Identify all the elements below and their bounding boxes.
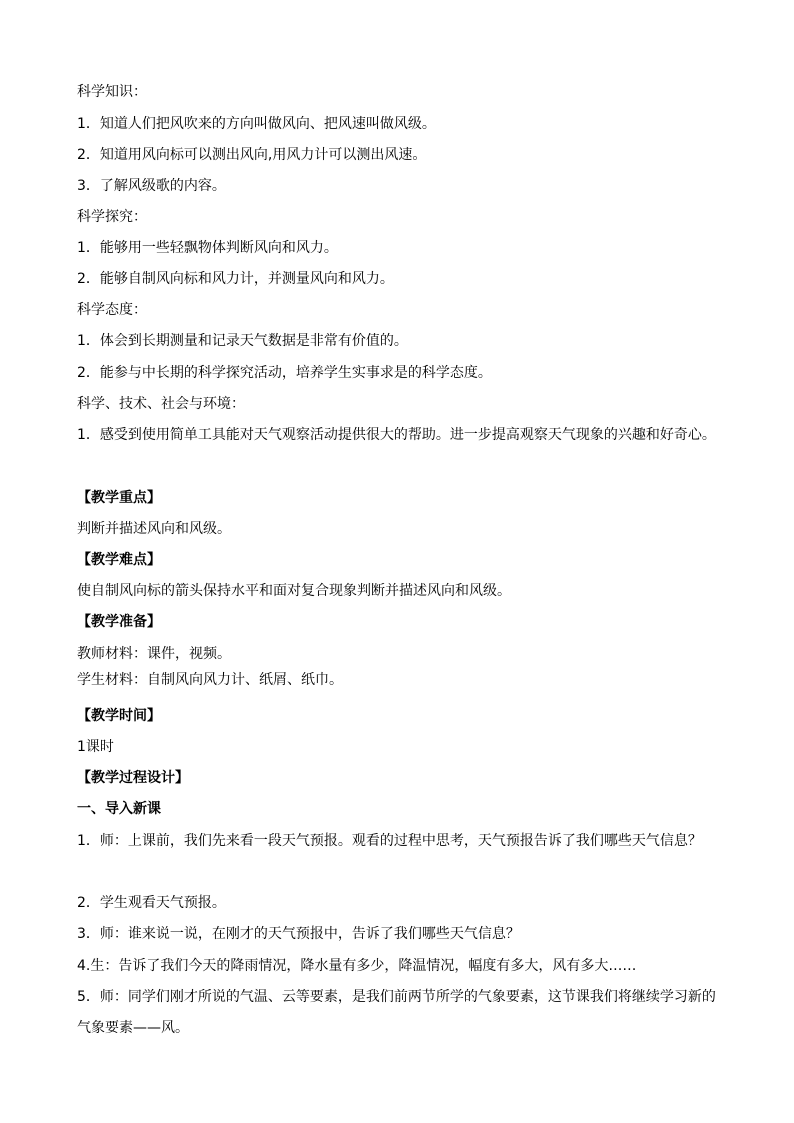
paragraph: 1．知道人们把风吹来的方向叫做风向、把风速叫做风级。: [77, 116, 436, 132]
heading-teaching-process: 【教学过程设计】: [77, 770, 189, 786]
heading-sts-environment: 科学、技术、社会与环境：: [77, 396, 245, 412]
heading-science-knowledge: 科学知识：: [77, 84, 147, 100]
paragraph: 2．能够自制风向标和风力计，并测量风向和风力。: [77, 271, 394, 287]
paragraph: 1课时: [77, 739, 114, 755]
heading-teaching-preparation: 【教学准备】: [77, 614, 161, 630]
paragraph: 1．师：上课前，我们先来看一段天气预报。观看的过程中思考，天气预报告诉了我们哪些天气信息？: [77, 833, 702, 849]
paragraph: 2．能参与中长期的科学探究活动，培养学生实事求是的科学态度。: [77, 365, 492, 381]
heading-science-attitude: 科学态度：: [77, 302, 147, 318]
paragraph: 1．体会到长期测量和记录天气数据是非常有价值的。: [77, 333, 408, 349]
paragraph: 2．学生观看天气预报。: [77, 895, 226, 911]
heading-teaching-time: 【教学时间】: [77, 708, 161, 724]
paragraph: 1．感受到使用简单工具能对天气观察活动提供很大的帮助。进一步提高观察天气现象的兴趣和好奇心。: [77, 427, 716, 443]
heading-teaching-difficulty: 【教学难点】: [77, 552, 161, 568]
paragraph: 判断并描述风向和风级。: [77, 521, 231, 537]
paragraph: 3．了解风级歌的内容。: [77, 178, 226, 194]
paragraph: 1．能够用一些轻飘物体判断风向和风力。: [77, 240, 338, 256]
paragraph: 4.生：告诉了我们今天的降雨情况，降水量有多少，降温情况，幅度有多大，风有多大……: [77, 958, 637, 974]
heading-science-inquiry: 科学探究：: [77, 209, 147, 225]
paragraph: 使自制风向标的箭头保持水平和面对复合现象判断并描述风向和风级。: [77, 583, 511, 599]
paragraph: 教师材料：课件，视频。: [77, 646, 231, 662]
paragraph: 学生材料：自制风向风力计、纸屑、纸巾。: [77, 672, 343, 688]
paragraph: 5．师：同学们刚才所说的气温、云等要素，是我们前两节所学的气象要素，这节课我们将继续学习新的气象要素——风。: [77, 989, 716, 1036]
paragraph: 2．知道用风向标可以测出风向,用风力计可以测出风速。: [77, 147, 427, 163]
heading-introduction: 一、导入新课: [77, 801, 161, 817]
heading-teaching-focus: 【教学重点】: [77, 490, 161, 506]
paragraph: 3．师：谁来说一说，在刚才的天气预报中，告诉了我们哪些天气信息？: [77, 926, 520, 942]
